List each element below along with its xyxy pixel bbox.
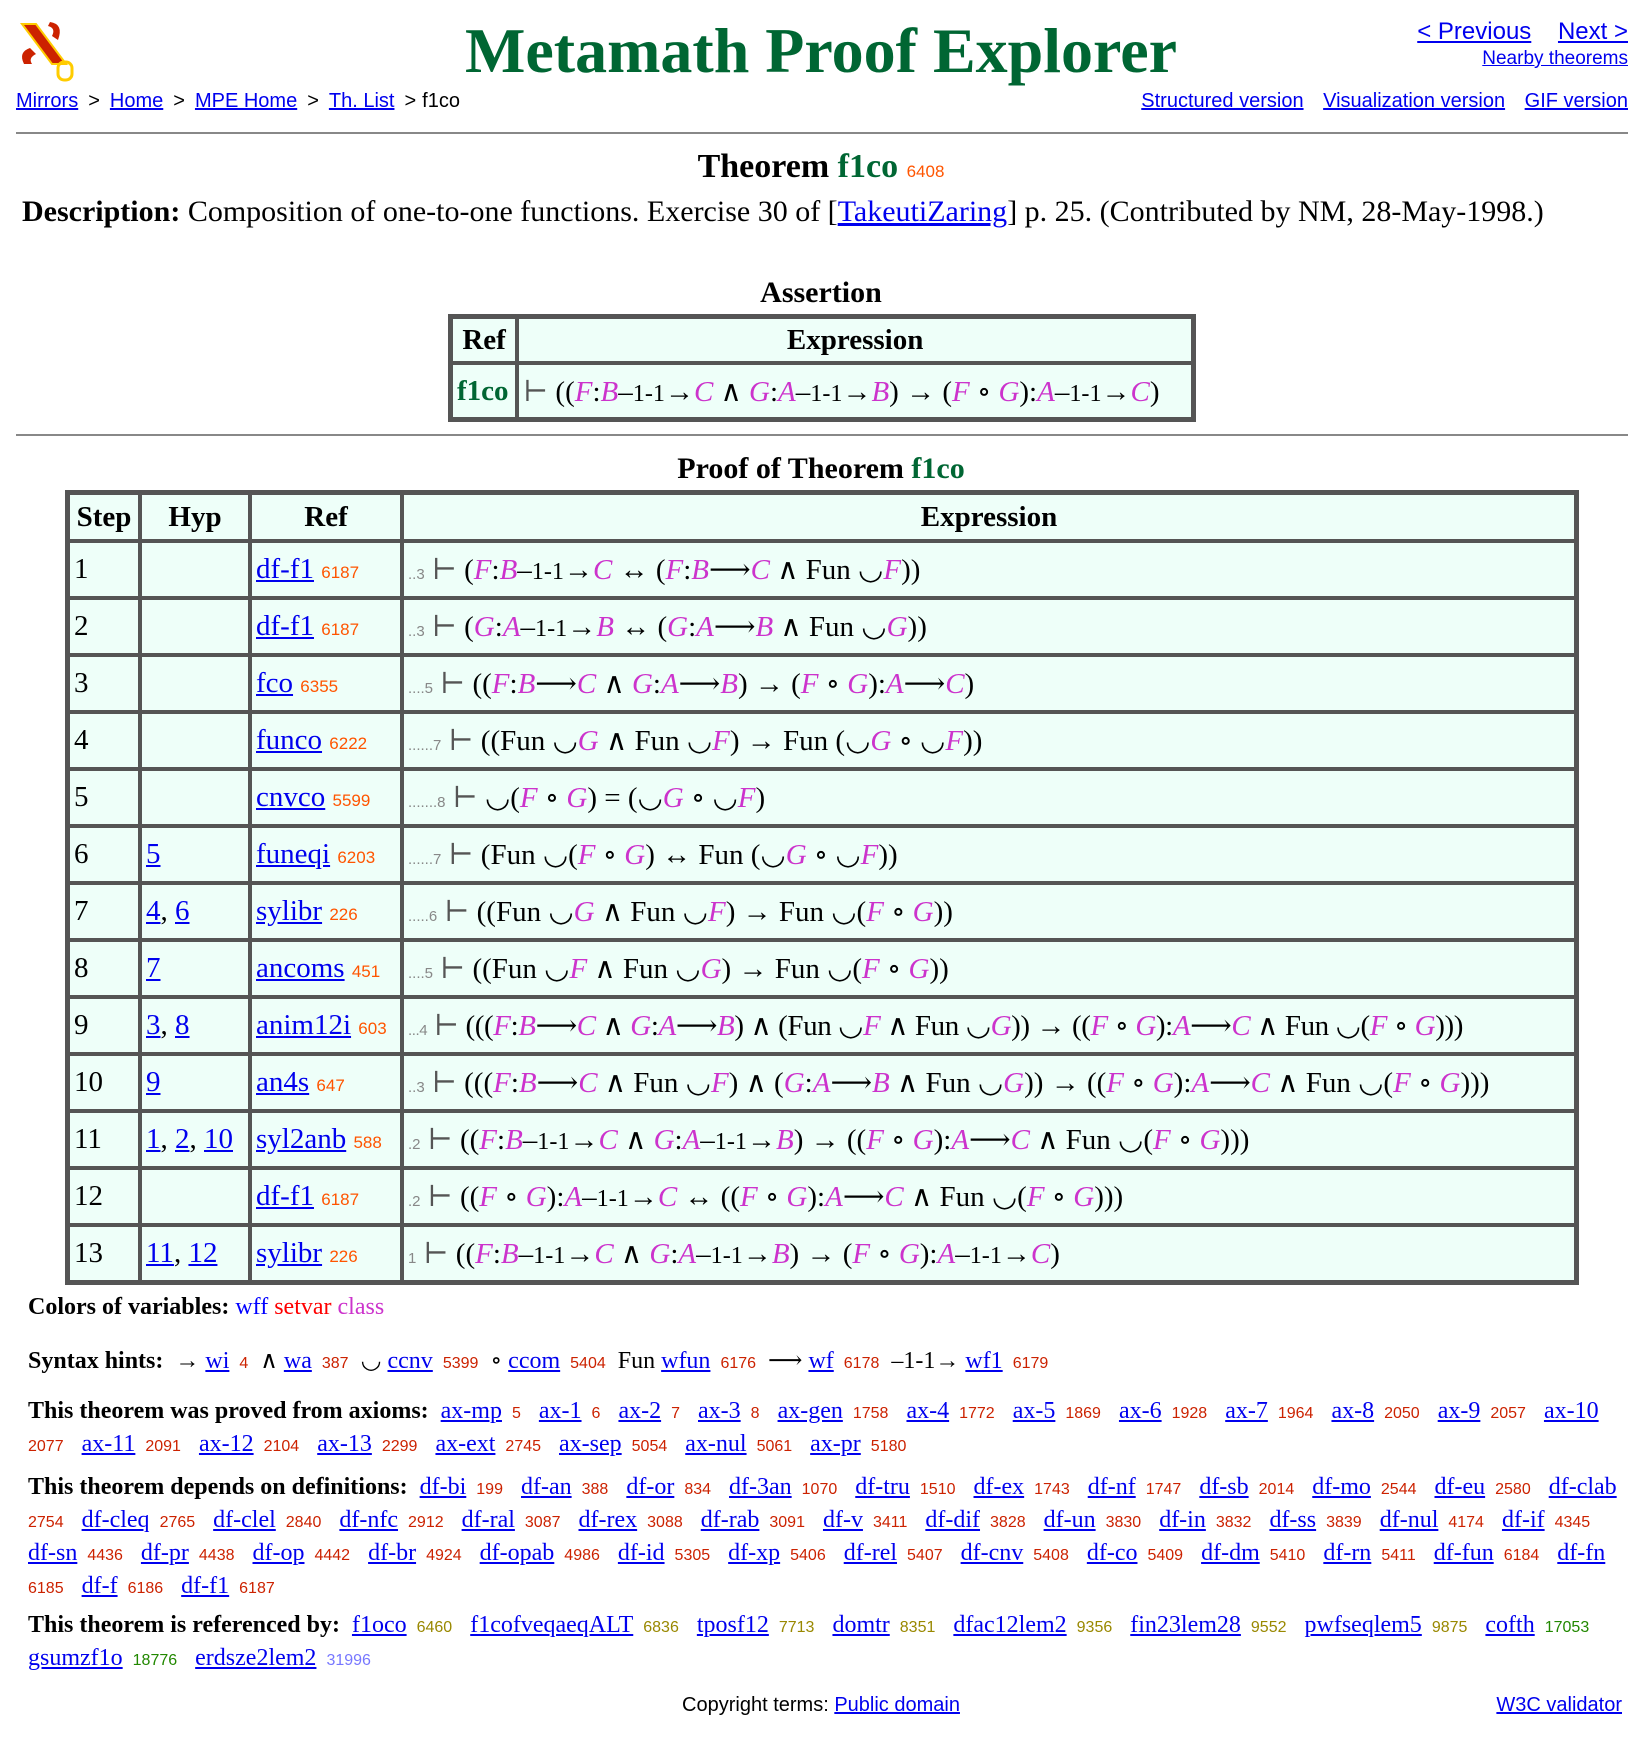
hyp-link[interactable]: 2 bbox=[175, 1123, 190, 1155]
step-expression: 1 ⊢ ((F:B–1-1→C ∧ G:A–1-1→B) → (F ∘ G):A–1-1→C) bbox=[402, 1225, 1576, 1282]
referenced-by-link[interactable]: gsumzf1o bbox=[28, 1645, 123, 1671]
hyp-link[interactable]: 1 bbox=[146, 1123, 161, 1155]
definition-number: 5406 bbox=[790, 1547, 826, 1564]
referenced-by-number: 9356 bbox=[1076, 1619, 1113, 1636]
theorem-name: f1co bbox=[837, 148, 899, 185]
step-number: 1 bbox=[68, 541, 140, 598]
definition-link[interactable]: df-ex bbox=[973, 1474, 1025, 1500]
definition-link[interactable]: df-rel bbox=[843, 1540, 898, 1566]
axiom-number: 2091 bbox=[145, 1438, 181, 1455]
ref-header: Ref bbox=[250, 493, 402, 541]
w3c-validator-link[interactable]: W3C validator bbox=[1496, 1694, 1622, 1716]
step-number: 7 bbox=[68, 883, 140, 940]
copyright: Copyright terms: Public domain bbox=[682, 1694, 960, 1716]
theorem-description: Description: Composition of one-to-one functions. Exercise 30 of [TakeutiZaring] p. 25. (Contributed by NM, 28-May-1998.) bbox=[22, 195, 1544, 228]
definition-link[interactable]: df-in bbox=[1159, 1507, 1206, 1533]
referenced-by-list: This theorem is referenced by: f1oco 6460 f1cofveqaeqALT 6836 tposf12 7713 domtr 8351 dfac12lem2 9356 fin23lem28 9552 pwfseqlem5 9875 cofth 17053 gsumzf1o 18776 erdsze2lem2 31996 bbox=[28, 1610, 1628, 1676]
axiom-number: 1772 bbox=[959, 1405, 995, 1422]
definition-link[interactable]: df-op bbox=[252, 1540, 305, 1566]
axiom-link[interactable]: ax-13 bbox=[317, 1431, 372, 1457]
ref-cell: funco 6222 bbox=[250, 712, 402, 769]
previous-link[interactable]: < Previous bbox=[1417, 18, 1532, 45]
definition-number: 3087 bbox=[524, 1514, 561, 1531]
ref-link[interactable]: fco bbox=[256, 667, 294, 699]
proof-row bbox=[68, 1225, 1576, 1282]
step-number: 4 bbox=[68, 712, 140, 769]
referenced-by-link[interactable]: domtr bbox=[832, 1612, 890, 1638]
definition-link[interactable]: df-bi bbox=[419, 1474, 467, 1500]
syntax-link[interactable]: wf1 bbox=[965, 1348, 1003, 1374]
proof-row bbox=[68, 655, 1576, 712]
definition-link[interactable]: df-nfc bbox=[339, 1507, 399, 1533]
step-expression: ...4 ⊢ (((F:B⟶C ∧ G:A⟶B) ∧ (Fun ◡F ∧ Fun ◡G)) → ((F ∘ G):A⟶C ∧ Fun ◡(F ∘ G))) bbox=[402, 997, 1576, 1054]
hyp-cell bbox=[140, 541, 250, 598]
proof-row bbox=[68, 940, 1576, 997]
ref-link[interactable]: cnvco bbox=[256, 781, 326, 813]
structured-version-link[interactable]: Structured version bbox=[1141, 90, 1304, 112]
step-expression: .....6 ⊢ ((Fun ◡G ∧ Fun ◡F) → Fun ◡(F ∘ G)) bbox=[402, 883, 1576, 940]
definition-link[interactable]: df-f1 bbox=[181, 1573, 230, 1599]
referenced-by-number: 7713 bbox=[778, 1619, 815, 1636]
definition-number: 5409 bbox=[1147, 1547, 1184, 1564]
definition-number: 5411 bbox=[1381, 1547, 1416, 1564]
ref-cell: an4s 647 bbox=[250, 1054, 402, 1111]
step-number: 13 bbox=[68, 1225, 140, 1282]
ref-link[interactable]: sylibr bbox=[256, 1237, 323, 1269]
syntax-number: 5399 bbox=[442, 1355, 479, 1372]
definition-link[interactable]: df-rex bbox=[578, 1507, 638, 1533]
w3c-validator bbox=[1496, 1694, 1622, 1717]
referenced-by-number: 31996 bbox=[326, 1652, 371, 1669]
definition-link[interactable]: df-rn bbox=[1323, 1540, 1372, 1566]
setvar-color-label: setvar bbox=[274, 1294, 332, 1320]
axiom-link[interactable]: ax-7 bbox=[1225, 1398, 1268, 1424]
referenced-by-link[interactable]: dfac12lem2 bbox=[953, 1612, 1067, 1638]
step-number: 11 bbox=[68, 1111, 140, 1168]
syntax-hints: Syntax hints: → wi 4 ∧ wa 387 ◡ ccnv 5399 ∘ ccom 5404 Fun wfun 6176 ⟶ wf 6178 –1-1→ wf1 6179 bbox=[28, 1346, 1628, 1379]
visualization-version-link[interactable]: Visualization version bbox=[1323, 90, 1506, 112]
axiom-number: 1964 bbox=[1277, 1405, 1314, 1422]
referenced-by-link[interactable]: erdsze2lem2 bbox=[195, 1645, 317, 1671]
definition-link[interactable]: df-br bbox=[368, 1540, 417, 1566]
ref-link[interactable]: syl2anb bbox=[256, 1123, 347, 1155]
syntax-number: 5404 bbox=[570, 1355, 606, 1372]
proof-row bbox=[68, 826, 1576, 883]
definition-number: 4442 bbox=[314, 1547, 351, 1564]
definition-number: 3411 bbox=[872, 1514, 908, 1531]
axiom-number: 5 bbox=[511, 1405, 521, 1422]
hyp-cell bbox=[140, 826, 250, 883]
step-header: Step bbox=[68, 493, 140, 541]
public-domain-link[interactable]: Public domain bbox=[834, 1694, 960, 1716]
hyp-link[interactable]: 5 bbox=[146, 838, 161, 870]
ref-link[interactable]: df-f1 bbox=[256, 1180, 314, 1212]
definition-number: 4438 bbox=[198, 1547, 235, 1564]
syntax-symbol: Fun bbox=[617, 1348, 662, 1374]
proof-row bbox=[68, 1054, 1576, 1111]
axiom-link[interactable]: ax-8 bbox=[1331, 1398, 1375, 1424]
proof-row bbox=[68, 598, 1576, 655]
syntax-number: 6178 bbox=[843, 1355, 880, 1372]
definition-link[interactable]: df-v bbox=[822, 1507, 863, 1533]
axiom-link[interactable]: ax-9 bbox=[1437, 1398, 1481, 1424]
proof-row bbox=[68, 997, 1576, 1054]
step-expression: .......8 ⊢ ◡(F ∘ G) = (◡G ∘ ◡F) bbox=[402, 769, 1576, 826]
hyp-header: Hyp bbox=[140, 493, 250, 541]
breadcrumb-home[interactable]: Home bbox=[109, 90, 164, 112]
definition-number: 2840 bbox=[285, 1514, 322, 1531]
ref-cell: sylibr 226 bbox=[250, 883, 402, 940]
proof-row bbox=[68, 1111, 1576, 1168]
hyp-link[interactable]: 9 bbox=[146, 1066, 161, 1098]
step-expression: ..3 ⊢ (G:A–1-1→B ↔ (G:A⟶B ∧ Fun ◡G)) bbox=[402, 598, 1576, 655]
definition-number: 2014 bbox=[1258, 1481, 1295, 1498]
version-links bbox=[1127, 90, 1628, 113]
assertion-expression: ⊢ ((F:B–1-1→C ∧ G:A–1-1→B) → (F ∘ G):A–1-1→C) bbox=[517, 363, 1193, 419]
step-expression: ....5 ⊢ ((F:B⟶C ∧ G:A⟶B) → (F ∘ G):A⟶C) bbox=[402, 655, 1576, 712]
axiom-link[interactable]: ax-ext bbox=[435, 1431, 496, 1457]
referenced-by-link[interactable]: pwfseqlem5 bbox=[1304, 1612, 1422, 1638]
syntax-link[interactable]: wf bbox=[808, 1348, 834, 1374]
definition-number: 4924 bbox=[426, 1547, 462, 1564]
top-divider bbox=[16, 132, 1628, 134]
theorem-heading: Theorem f1co 6408 bbox=[697, 148, 945, 185]
hyp-cell bbox=[140, 940, 250, 997]
axiom-link[interactable]: ax-3 bbox=[698, 1398, 741, 1424]
syntax-link[interactable]: wfun bbox=[661, 1348, 711, 1374]
definition-link[interactable]: df-ss bbox=[1269, 1507, 1317, 1533]
definition-link[interactable]: df-tru bbox=[855, 1474, 910, 1500]
ref-cell: ancoms 451 bbox=[250, 940, 402, 997]
ref-cell: cnvco 5599 bbox=[250, 769, 402, 826]
axiom-link[interactable]: ax-1 bbox=[538, 1398, 582, 1424]
definition-link[interactable]: df-clab bbox=[1548, 1474, 1617, 1500]
definition-number: 199 bbox=[476, 1481, 503, 1498]
axiom-number: 2057 bbox=[1490, 1405, 1526, 1422]
breadcrumb-theorem-list[interactable]: Th. List bbox=[328, 90, 395, 112]
definition-link[interactable]: df-pr bbox=[140, 1540, 189, 1566]
ref-link[interactable]: an4s bbox=[256, 1066, 310, 1098]
definition-number: 1510 bbox=[919, 1481, 956, 1498]
step-number: 10 bbox=[68, 1054, 140, 1111]
axiom-link[interactable]: ax-12 bbox=[198, 1431, 254, 1457]
axiom-link[interactable]: ax-sep bbox=[559, 1431, 622, 1457]
hyp-link[interactable]: 12 bbox=[188, 1237, 218, 1269]
ref-cell: anim12i 603 bbox=[250, 997, 402, 1054]
axiom-number: 1869 bbox=[1065, 1405, 1101, 1422]
definition-link[interactable]: df-dm bbox=[1201, 1540, 1260, 1566]
breadcrumb: Mirrors > Home > MPE Home > Th. List > f1co bbox=[16, 90, 460, 112]
definition-number: 3832 bbox=[1215, 1514, 1252, 1531]
definition-number: 3830 bbox=[1105, 1514, 1142, 1531]
hyp-link[interactable]: 3 bbox=[146, 1009, 161, 1041]
hyp-link[interactable]: 10 bbox=[204, 1123, 233, 1155]
syntax-symbol: ◡ bbox=[360, 1348, 388, 1374]
hyp-cell bbox=[140, 598, 250, 655]
definition-link[interactable]: df-opab bbox=[479, 1540, 555, 1566]
definition-link[interactable]: df-clel bbox=[213, 1507, 276, 1533]
next-link[interactable]: Next > bbox=[1557, 18, 1628, 45]
syntax-number: 387 bbox=[321, 1355, 349, 1372]
syntax-number: 4 bbox=[239, 1355, 249, 1372]
axiom-link[interactable]: ax-2 bbox=[618, 1398, 662, 1424]
definition-link[interactable]: df-fun bbox=[1433, 1540, 1494, 1566]
step-number: 8 bbox=[68, 940, 140, 997]
syntax-symbol: ∧ bbox=[260, 1348, 284, 1374]
proof-row bbox=[68, 1168, 1576, 1225]
axiom-link[interactable]: ax-pr bbox=[810, 1431, 861, 1457]
definition-number: 1747 bbox=[1145, 1481, 1182, 1498]
ref-link[interactable]: funeqi bbox=[256, 838, 331, 870]
proof-caption: Proof of Theorem f1co bbox=[677, 452, 965, 485]
axiom-number: 2104 bbox=[263, 1438, 300, 1455]
axiom-link[interactable]: ax-5 bbox=[1012, 1398, 1056, 1424]
hyp-cell: 4, 6 bbox=[140, 883, 250, 940]
referenced-by-number: 9552 bbox=[1250, 1619, 1287, 1636]
definition-link[interactable]: df-ral bbox=[461, 1507, 515, 1533]
syntax-symbol: ∘ bbox=[490, 1348, 509, 1374]
ref-link[interactable]: funco bbox=[256, 724, 323, 756]
axiom-link[interactable]: ax-nul bbox=[685, 1431, 747, 1457]
step-number: 3 bbox=[68, 655, 140, 712]
definition-link[interactable]: df-fn bbox=[1557, 1540, 1606, 1566]
syntax-hint-list bbox=[175, 1348, 1060, 1374]
definition-link[interactable]: df-3an bbox=[729, 1474, 792, 1500]
definition-number: 5305 bbox=[674, 1547, 711, 1564]
definition-number: 1070 bbox=[801, 1481, 838, 1498]
definition-number: 5407 bbox=[907, 1547, 943, 1564]
definition-number: 2765 bbox=[159, 1514, 196, 1531]
proof-row bbox=[68, 769, 1576, 826]
axiom-number: 2299 bbox=[381, 1438, 418, 1455]
definition-number: 2912 bbox=[408, 1514, 444, 1531]
expression-header: Expression bbox=[402, 493, 1576, 541]
definition-link[interactable]: df-mo bbox=[1312, 1474, 1371, 1500]
syntax-link[interactable]: wa bbox=[283, 1348, 312, 1374]
syntax-symbol: → bbox=[175, 1348, 206, 1374]
variable-colors: Colors of variables: wff setvar class bbox=[28, 1294, 385, 1320]
definition-link[interactable]: df-rab bbox=[700, 1507, 760, 1533]
axiom-number: 6 bbox=[591, 1405, 601, 1422]
step-expression: ....5 ⊢ ((Fun ◡F ∧ Fun ◡G) → Fun ◡(F ∘ G)) bbox=[402, 940, 1576, 997]
referenced-by-number: 9875 bbox=[1431, 1619, 1468, 1636]
axiom-number: 2745 bbox=[505, 1438, 542, 1455]
step-number: 2 bbox=[68, 598, 140, 655]
definition-link[interactable]: df-or bbox=[626, 1474, 675, 1500]
step-number: 9 bbox=[68, 997, 140, 1054]
referenced-by-link[interactable]: f1cofveqaeqALT bbox=[470, 1612, 634, 1638]
axiom-number: 2077 bbox=[28, 1438, 64, 1455]
definition-link[interactable]: df-f bbox=[81, 1573, 118, 1599]
syntax-number: 6179 bbox=[1012, 1355, 1049, 1372]
axiom-number: 8 bbox=[750, 1405, 760, 1422]
assertion-ref: f1co bbox=[451, 363, 517, 419]
definition-number: 3088 bbox=[647, 1514, 683, 1531]
axiom-number: 5180 bbox=[870, 1438, 907, 1455]
definition-link[interactable]: df-un bbox=[1043, 1507, 1096, 1533]
definition-number: 2754 bbox=[28, 1514, 64, 1531]
hyp-link[interactable]: 11 bbox=[146, 1237, 174, 1269]
step-number: 5 bbox=[68, 769, 140, 826]
definition-number: 3828 bbox=[990, 1514, 1026, 1531]
referenced-by-number: 8351 bbox=[899, 1619, 936, 1636]
referenced-by-link[interactable]: fin23lem28 bbox=[1130, 1612, 1241, 1638]
syntax-link[interactable]: ccom bbox=[508, 1348, 561, 1374]
proof-table bbox=[65, 490, 1579, 1285]
hyp-link[interactable]: 4 bbox=[146, 895, 161, 927]
definition-number: 388 bbox=[581, 1481, 609, 1498]
definition-number: 2544 bbox=[1380, 1481, 1417, 1498]
breadcrumb-mirrors[interactable]: Mirrors bbox=[16, 90, 79, 112]
axiom-link[interactable]: ax-mp bbox=[440, 1398, 502, 1424]
hyp-cell bbox=[140, 1054, 250, 1111]
definition-link[interactable]: df-dif bbox=[925, 1507, 981, 1533]
ref-link[interactable]: df-f1 bbox=[256, 610, 314, 642]
definitions-list: This theorem depends on definitions: df-bi 199 df-an 388 df-or 834 df-3an 1070 df-tru 1510 df-ex 1743 df-nf 1747 df-sb 2014 df-mo 2544 df-eu 2580 df-clab 2754 df-cleq 2765 df-clel 2840 df-nfc 2912 df-ral 3087 df-rex 3088 df-rab 3091 df-v 3411 df-dif 3828 df-un 3830 df-in 3832 df-ss 3839 df-nul 4174 df-if 4345 df-sn 4436 df-pr 4438 df-op 4442 df-br 4924 df-opab 4986 df-id 5305 df-xp 5406 df-rel 5407 df-cnv 5408 df-co 5409 df-dm 5410 df-rn 5411 df-fun 6184 df-fn 6185 df-f 6186 df-f1 6187 bbox=[28, 1472, 1628, 1604]
step-expression: ......7 ⊢ (Fun ◡(F ∘ G) ↔ Fun (◡G ∘ ◡F)) bbox=[402, 826, 1576, 883]
definition-number: 4174 bbox=[1448, 1514, 1484, 1531]
ref-cell: df-f1 6187 bbox=[250, 541, 402, 598]
axiom-number: 2050 bbox=[1384, 1405, 1420, 1422]
step-expression: .2 ⊢ ((F:B–1-1→C ∧ G:A–1-1→B) → ((F ∘ G):A⟶C ∧ Fun ◡(F ∘ G))) bbox=[402, 1111, 1576, 1168]
axiom-link[interactable]: ax-4 bbox=[906, 1398, 950, 1424]
definition-link[interactable]: df-sn bbox=[28, 1540, 78, 1566]
step-expression: ......7 ⊢ ((Fun ◡G ∧ Fun ◡F) → Fun (◡G ∘ ◡F)) bbox=[402, 712, 1576, 769]
syntax-symbol: –1-1→ bbox=[891, 1348, 966, 1374]
axiom-link[interactable]: ax-gen bbox=[777, 1398, 843, 1424]
definition-link[interactable]: df-eu bbox=[1434, 1474, 1486, 1500]
referenced-by-number: 6836 bbox=[643, 1619, 679, 1636]
hyp-cell bbox=[140, 712, 250, 769]
definition-number: 2580 bbox=[1495, 1481, 1531, 1498]
hyp-cell bbox=[140, 655, 250, 712]
definition-link[interactable]: df-sb bbox=[1199, 1474, 1249, 1500]
referenced-by-link[interactable]: tposf12 bbox=[696, 1612, 769, 1638]
prev-next-nav bbox=[1417, 18, 1628, 70]
wff-color-label: wff bbox=[235, 1294, 269, 1320]
step-number: 6 bbox=[68, 826, 140, 883]
breadcrumb-current: f1co bbox=[422, 90, 460, 112]
breadcrumb-mpe-home[interactable]: MPE Home bbox=[194, 90, 298, 112]
hyp-cell bbox=[140, 769, 250, 826]
ref-link[interactable]: sylibr bbox=[256, 895, 323, 927]
referenced-by-link[interactable]: f1oco bbox=[351, 1612, 407, 1638]
syntax-number: 6176 bbox=[720, 1355, 757, 1372]
referenced-by-number: 18776 bbox=[132, 1652, 178, 1669]
assertion-expression-header: Expression bbox=[517, 317, 1193, 363]
hyp-cell: 1, 2, 10 bbox=[140, 1111, 250, 1168]
proof-row bbox=[68, 541, 1576, 598]
definition-link[interactable]: df-xp bbox=[728, 1540, 781, 1566]
definition-number: 6186 bbox=[127, 1580, 164, 1597]
definition-link[interactable]: df-nul bbox=[1379, 1507, 1439, 1533]
axiom-link[interactable]: ax-6 bbox=[1118, 1398, 1162, 1424]
definition-number: 4436 bbox=[87, 1547, 123, 1564]
proof-row bbox=[68, 712, 1576, 769]
axiom-number: 5061 bbox=[756, 1438, 793, 1455]
ref-cell: fco 6355 bbox=[250, 655, 402, 712]
definition-link[interactable]: df-if bbox=[1501, 1507, 1545, 1533]
nearby-theorems-link[interactable]: Nearby theorems bbox=[1482, 48, 1628, 69]
definition-number: 4986 bbox=[564, 1547, 600, 1564]
definition-number: 834 bbox=[684, 1481, 712, 1498]
proof-row bbox=[68, 883, 1576, 940]
assertion-caption: Assertion bbox=[760, 276, 882, 309]
page-title: Metamath Proof Explorer bbox=[464, 15, 1178, 86]
ref-cell: funeqi 6203 bbox=[250, 826, 402, 883]
definition-number: 3091 bbox=[769, 1514, 805, 1531]
step-number: 12 bbox=[68, 1168, 140, 1225]
referenced-by-number: 6460 bbox=[416, 1619, 453, 1636]
definition-number: 4345 bbox=[1554, 1514, 1591, 1531]
middle-divider bbox=[16, 434, 1628, 436]
definition-link[interactable]: df-cnv bbox=[960, 1540, 1024, 1566]
definition-number: 1743 bbox=[1034, 1481, 1070, 1498]
theorem-number: 6408 bbox=[906, 162, 945, 181]
hyp-link[interactable]: 6 bbox=[175, 895, 190, 927]
axiom-link[interactable]: ax-11 bbox=[81, 1431, 136, 1457]
axiom-link[interactable]: ax-10 bbox=[1543, 1398, 1599, 1424]
step-expression: ..3 ⊢ (F:B–1-1→C ↔ (F:B⟶C ∧ Fun ◡F)) bbox=[402, 541, 1576, 598]
assertion-table bbox=[448, 314, 1196, 422]
definition-number: 5410 bbox=[1269, 1547, 1306, 1564]
referenced-by-number: 17053 bbox=[1544, 1619, 1590, 1636]
syntax-symbol: ⟶ bbox=[768, 1348, 809, 1374]
ref-cell: sylibr 226 bbox=[250, 1225, 402, 1282]
class-color-label: class bbox=[337, 1294, 385, 1320]
axiom-number: 1758 bbox=[852, 1405, 889, 1422]
axiom-number: 7 bbox=[671, 1405, 680, 1422]
axiom-number: 5054 bbox=[631, 1438, 668, 1455]
syntax-link[interactable]: wi bbox=[205, 1348, 230, 1374]
definition-number: 6184 bbox=[1503, 1547, 1540, 1564]
definition-number: 6187 bbox=[239, 1580, 275, 1597]
definition-link[interactable]: df-an bbox=[520, 1474, 572, 1500]
assertion-ref-header: Ref bbox=[451, 317, 517, 363]
hyp-link[interactable]: 8 bbox=[175, 1009, 190, 1041]
step-expression: ..3 ⊢ (((F:B⟶C ∧ Fun ◡F) ∧ (G:A⟶B ∧ Fun ◡G)) → ((F ∘ G):A⟶C ∧ Fun ◡(F ∘ G))) bbox=[402, 1054, 1576, 1111]
hyp-cell bbox=[140, 1168, 250, 1225]
hyp-cell: 3, 8 bbox=[140, 997, 250, 1054]
referenced-by-link[interactable]: cofth bbox=[1485, 1612, 1535, 1638]
definition-link[interactable]: df-nf bbox=[1087, 1474, 1136, 1500]
ref-link[interactable]: ancoms bbox=[256, 952, 345, 984]
ref-cell: syl2anb 588 bbox=[250, 1111, 402, 1168]
ref-cell: df-f1 6187 bbox=[250, 598, 402, 655]
axiom-number: 1928 bbox=[1171, 1405, 1208, 1422]
syntax-link[interactable]: ccnv bbox=[387, 1348, 433, 1374]
hyp-cell: 11, 12 bbox=[140, 1225, 250, 1282]
hyp-link[interactable]: 7 bbox=[146, 952, 161, 984]
definition-link[interactable]: df-co bbox=[1086, 1540, 1138, 1566]
definition-number: 6185 bbox=[28, 1580, 64, 1597]
definition-link[interactable]: df-id bbox=[617, 1540, 665, 1566]
gif-version-link[interactable]: GIF version bbox=[1524, 90, 1628, 112]
axioms-list: This theorem was proved from axioms: ax-mp 5 ax-1 6 ax-2 7 ax-3 8 ax-gen 1758 ax-4 1772 ax-5 1869 ax-6 1928 ax-7 1964 ax-8 2050 ax-9 2057 ax-10 2077 ax-11 2091 ax-12 2104 ax-13 2299 ax-ext 2745 ax-sep 5054 ax-nul 5061 ax-pr 5180 bbox=[28, 1396, 1628, 1462]
step-expression: .2 ⊢ ((F ∘ G):A–1-1→C ↔ ((F ∘ G):A⟶C ∧ Fun ◡(F ∘ G))) bbox=[402, 1168, 1576, 1225]
ref-link[interactable]: anim12i bbox=[256, 1009, 352, 1041]
definition-number: 5408 bbox=[1033, 1547, 1069, 1564]
takeutizaring-link[interactable]: TakeutiZaring bbox=[837, 195, 1008, 228]
definition-link[interactable]: df-cleq bbox=[81, 1507, 150, 1533]
definition-number: 3839 bbox=[1326, 1514, 1362, 1531]
ref-link[interactable]: df-f1 bbox=[256, 553, 314, 585]
ref-cell: df-f1 6187 bbox=[250, 1168, 402, 1225]
